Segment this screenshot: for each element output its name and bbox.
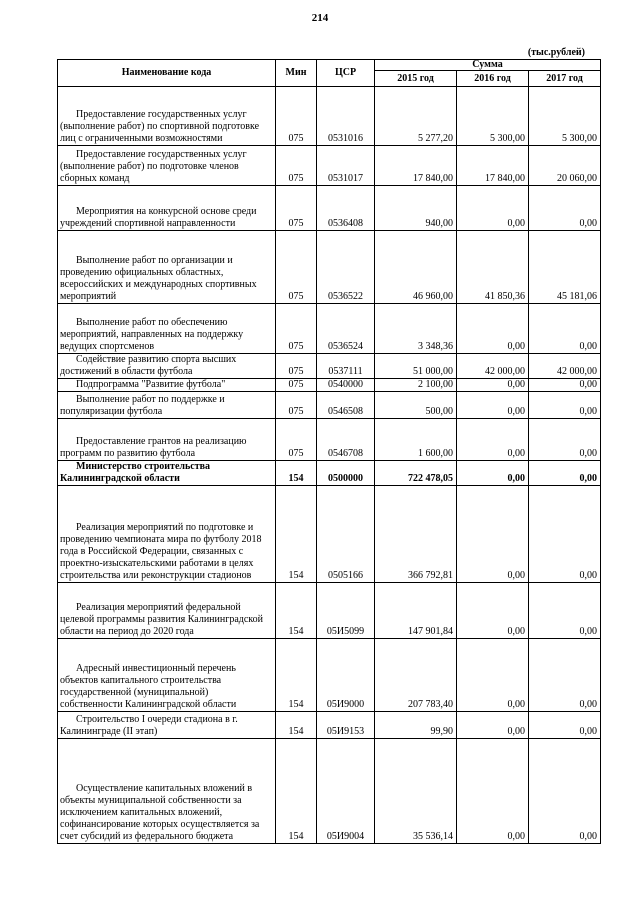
row-value-2017: 0,00 [529,186,601,231]
row-min: 075 [276,379,317,392]
row-value-2016: 0,00 [457,304,529,354]
row-value-2017: 20 060,00 [529,146,601,186]
row-value-2016: 0,00 [457,583,529,639]
row-csr: 0531016 [317,87,375,146]
table-row [58,304,601,354]
row-csr: 05И9000 [317,639,375,712]
row-value-2016: 0,00 [457,639,529,712]
row-value-2017: 0,00 [529,583,601,639]
row-min: 154 [276,486,317,583]
row-value-2015: 35 536,14 [375,739,457,844]
row-value-2016: 5 300,00 [457,87,529,146]
units-label: (тыс.рублей) [527,47,585,58]
row-value-2016: 0,00 [457,392,529,419]
row-csr: 05И9153 [317,712,375,739]
row-value-2015: 1 600,00 [375,419,457,461]
row-csr: 0546708 [317,419,375,461]
table-row [58,231,601,304]
row-value-2015: 3 348,36 [375,304,457,354]
row-value-2015: 366 792,81 [375,486,457,583]
row-value-2015: 51 000,00 [375,354,457,379]
header-sum: Сумма [375,60,601,71]
row-value-2017: 0,00 [529,379,601,392]
row-value-2016: 0,00 [457,486,529,583]
row-value-2015: 147 901,84 [375,583,457,639]
row-value-2017: 0,00 [529,304,601,354]
row-value-2017: 0,00 [529,739,601,844]
row-value-2015: 46 960,00 [375,231,457,304]
row-value-2015: 2 100,00 [375,379,457,392]
header-year-2017: 2017 год [529,71,601,87]
table-row [58,486,601,583]
row-value-2017: 0,00 [529,639,601,712]
header-year-2016: 2016 год [457,71,529,87]
row-value-2015: 99,90 [375,712,457,739]
row-value-2016: 41 850,36 [457,231,529,304]
row-name: Реализация мероприятий по подготовке и проведению чемпионата мира по футболу 2018 года в Российской Федерации, связанных с проектно-изыскательскими работами в целях строительства или реконструкции стадионов [58,486,276,583]
row-min: 075 [276,419,317,461]
table-row [58,739,601,844]
row-value-2015: 500,00 [375,392,457,419]
row-value-2017: 45 181,06 [529,231,601,304]
row-name: Министерство строительства Калининградской области [58,461,276,486]
table-row [58,379,601,392]
row-csr: 0505166 [317,486,375,583]
row-value-2016: 0,00 [457,419,529,461]
row-min: 154 [276,583,317,639]
row-value-2017: 42 000,00 [529,354,601,379]
row-csr: 0546508 [317,392,375,419]
row-min: 075 [276,392,317,419]
table-row [58,87,601,146]
row-csr: 05И9004 [317,739,375,844]
table-row [58,419,601,461]
row-csr: 0531017 [317,146,375,186]
header-csr: ЦСР [317,60,375,87]
row-value-2016: 0,00 [457,712,529,739]
row-value-2016: 0,00 [457,379,529,392]
table-row [58,583,601,639]
row-value-2015: 5 277,20 [375,87,457,146]
table-row [58,186,601,231]
row-name: Выполнение работ по организации и проведению официальных областных, всероссийских и международных спортивных мероприятий [58,231,276,304]
row-name: Подпрограмма "Развитие футбола" [58,379,276,392]
table-row [58,639,601,712]
row-value-2016: 0,00 [457,739,529,844]
row-csr: 0537111 [317,354,375,379]
row-min: 075 [276,354,317,379]
row-value-2016: 0,00 [457,461,529,486]
row-min: 154 [276,639,317,712]
row-min: 075 [276,304,317,354]
row-min: 075 [276,186,317,231]
table-row [58,392,601,419]
row-value-2016: 42 000,00 [457,354,529,379]
row-value-2017: 0,00 [529,712,601,739]
row-value-2016: 0,00 [457,186,529,231]
row-name: Содействие развитию спорта высших достижений в области футбола [58,354,276,379]
row-min: 154 [276,739,317,844]
row-value-2017: 0,00 [529,392,601,419]
row-min: 154 [276,461,317,486]
row-csr: 0540000 [317,379,375,392]
row-name: Предоставление государственных услуг (выполнение работ) по подготовке членов сборных команд [58,146,276,186]
table-row [58,712,601,739]
row-name: Предоставление грантов на реализацию программ по развитию футбола [58,419,276,461]
row-csr: 05И5099 [317,583,375,639]
row-name: Реализация мероприятий федеральной целевой программы развития Калининградской области на период до 2020 года [58,583,276,639]
row-csr: 0536408 [317,186,375,231]
table-row [58,146,601,186]
header-year-2015: 2015 год [375,71,457,87]
row-name: Адресный инвестиционный перечень объектов капитального строительства государственной (муниципальной) собственности Калининградской области [58,639,276,712]
row-min: 075 [276,231,317,304]
row-name: Строительство I очереди стадиона в г. Калининграде (II этап) [58,712,276,739]
row-min: 154 [276,712,317,739]
row-name: Мероприятия на конкурсной основе среди учреждений спортивной направленности [58,186,276,231]
row-csr: 0500000 [317,461,375,486]
row-name: Выполнение работ по поддержке и популяризации футбола [58,392,276,419]
table-body [58,87,601,844]
header-name: Наименование кода [58,60,276,87]
budget-table [57,59,601,844]
row-value-2017: 5 300,00 [529,87,601,146]
row-min: 075 [276,146,317,186]
row-value-2017: 0,00 [529,486,601,583]
row-name: Осуществление капитальных вложений в объекты муниципальной собственности за исключением капитальных вложений, софинансирование которых осуществляется за счет субсидий из федерального бюджета [58,739,276,844]
row-value-2015: 17 840,00 [375,146,457,186]
row-value-2016: 17 840,00 [457,146,529,186]
row-name: Предоставление государственных услуг (выполнение работ) по спортивной подготовке лиц с ограниченными возможностями [58,87,276,146]
page-number: 214 [311,12,329,24]
row-value-2017: 0,00 [529,461,601,486]
row-value-2015: 207 783,40 [375,639,457,712]
header-min: Мин [276,60,317,87]
row-value-2015: 722 478,05 [375,461,457,486]
row-csr: 0536524 [317,304,375,354]
row-name: Выполнение работ по обеспечению мероприятий, направленных на поддержку ведущих спортсменов [58,304,276,354]
table-row [58,461,601,486]
row-value-2017: 0,00 [529,419,601,461]
row-min: 075 [276,87,317,146]
row-value-2015: 940,00 [375,186,457,231]
table-row [58,354,601,379]
row-csr: 0536522 [317,231,375,304]
